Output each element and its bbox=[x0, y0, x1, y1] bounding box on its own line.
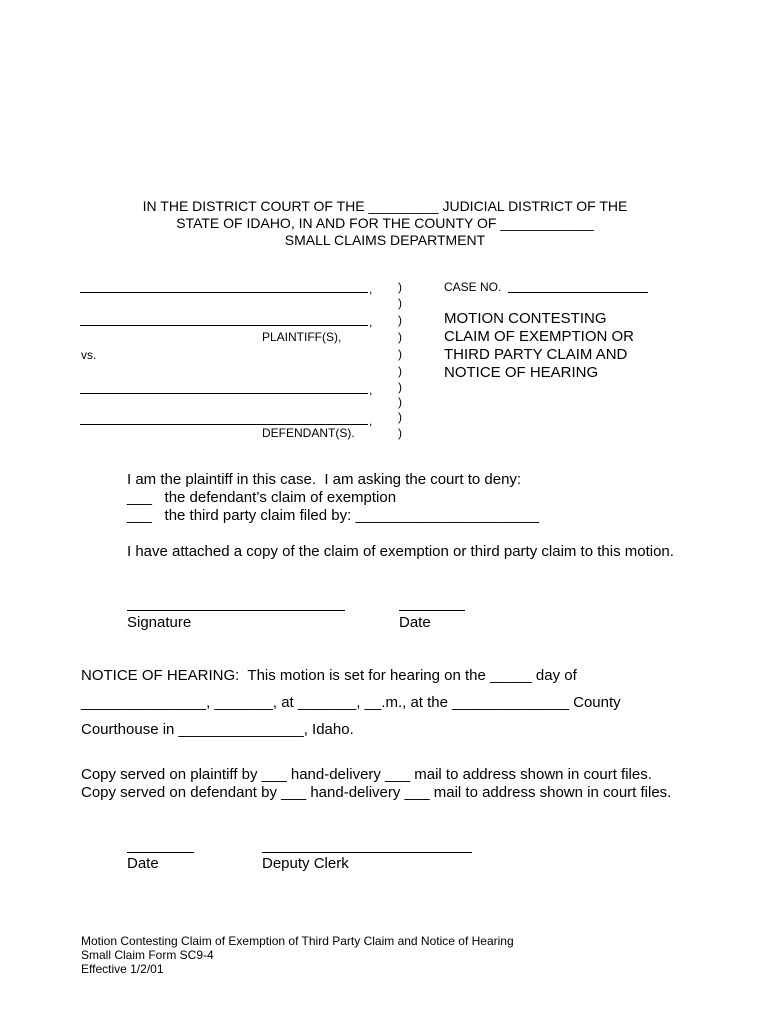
date-line[interactable] bbox=[399, 610, 465, 611]
paren: ) bbox=[398, 380, 402, 394]
attached-text: I have attached a copy of the claim of exemption or third party claim to this motion. bbox=[127, 543, 674, 560]
paren: ) bbox=[398, 395, 402, 409]
paren: ) bbox=[398, 410, 402, 424]
comma: , bbox=[369, 414, 373, 428]
footer-form-title: Motion Contesting Claim of Exemption of Third Party Claim and Notice of Hearing bbox=[81, 934, 514, 948]
copy-served-defendant: Copy served on defendant by ___ hand-delivery ___ mail to address shown in court files. bbox=[81, 784, 672, 801]
paren: ) bbox=[398, 426, 402, 440]
comma: , bbox=[369, 315, 373, 329]
footer-effective-date: Effective 1/2/01 bbox=[81, 962, 164, 976]
defendants-label: DEFENDANT(S). bbox=[262, 426, 355, 440]
copy-served-plaintiff: Copy served on plaintiff by ___ hand-delivery ___ mail to address shown in court files. bbox=[81, 766, 652, 783]
clerk-date-label: Date bbox=[127, 855, 159, 872]
paren: ) bbox=[398, 330, 402, 344]
notice-line-1: NOTICE OF HEARING: This motion is set for hearing on the _____ day of bbox=[81, 667, 577, 684]
motion-title-line-2: CLAIM OF EXEMPTION OR bbox=[444, 328, 635, 345]
defendant-name-line-1[interactable] bbox=[80, 393, 368, 394]
case-no-label: CASE NO. bbox=[444, 280, 502, 294]
intro-text: I am the plaintiff in this case. I am asking the court to deny: bbox=[127, 471, 522, 488]
comma: , bbox=[369, 282, 373, 296]
motion-title-line-4: NOTICE OF HEARING bbox=[444, 364, 599, 381]
case-no-line[interactable] bbox=[508, 292, 648, 293]
notice-line-3: Courthouse in _______________, Idaho. bbox=[81, 721, 354, 738]
notice-line-2: _______________, _______, at _______, __.m., at the ______________ County bbox=[81, 694, 621, 711]
motion-title-line-3: THIRD PARTY CLAIM AND bbox=[444, 346, 628, 363]
court-header-line-1: IN THE DISTRICT COURT OF THE _________ JUDICIAL DISTRICT OF THE bbox=[142, 198, 628, 214]
paren: ) bbox=[398, 364, 402, 378]
paren: ) bbox=[398, 296, 402, 310]
paren: ) bbox=[398, 280, 402, 294]
court-header-line-2: STATE OF IDAHO, IN AND FOR THE COUNTY OF ____________ bbox=[176, 215, 594, 231]
comma: , bbox=[369, 383, 373, 397]
deputy-clerk-label: Deputy Clerk bbox=[262, 855, 349, 872]
defendant-name-line-2[interactable] bbox=[80, 424, 368, 425]
plaintiff-name-line-1[interactable] bbox=[80, 292, 368, 293]
option-defendant-exemption[interactable]: ___ the defendant’s claim of exemption bbox=[127, 489, 397, 506]
plaintiff-name-line-2[interactable] bbox=[80, 325, 368, 326]
motion-title-line-1: MOTION CONTESTING bbox=[444, 310, 607, 327]
date-label: Date bbox=[399, 614, 431, 631]
signature-line[interactable] bbox=[127, 610, 345, 611]
signature-label: Signature bbox=[127, 614, 192, 631]
vs-label: vs. bbox=[81, 348, 97, 362]
clerk-date-line[interactable] bbox=[127, 852, 194, 853]
plaintiffs-label: PLAINTIFF(S), bbox=[262, 330, 342, 344]
court-header-line-3: SMALL CLAIMS DEPARTMENT bbox=[284, 232, 486, 248]
footer-form-number: Small Claim Form SC9-4 bbox=[81, 948, 214, 962]
option-third-party-claim[interactable]: ___ the third party claim filed by: ______________________ bbox=[127, 507, 539, 524]
deputy-clerk-line[interactable] bbox=[262, 852, 472, 853]
paren: ) bbox=[398, 313, 402, 327]
paren: ) bbox=[398, 347, 402, 361]
